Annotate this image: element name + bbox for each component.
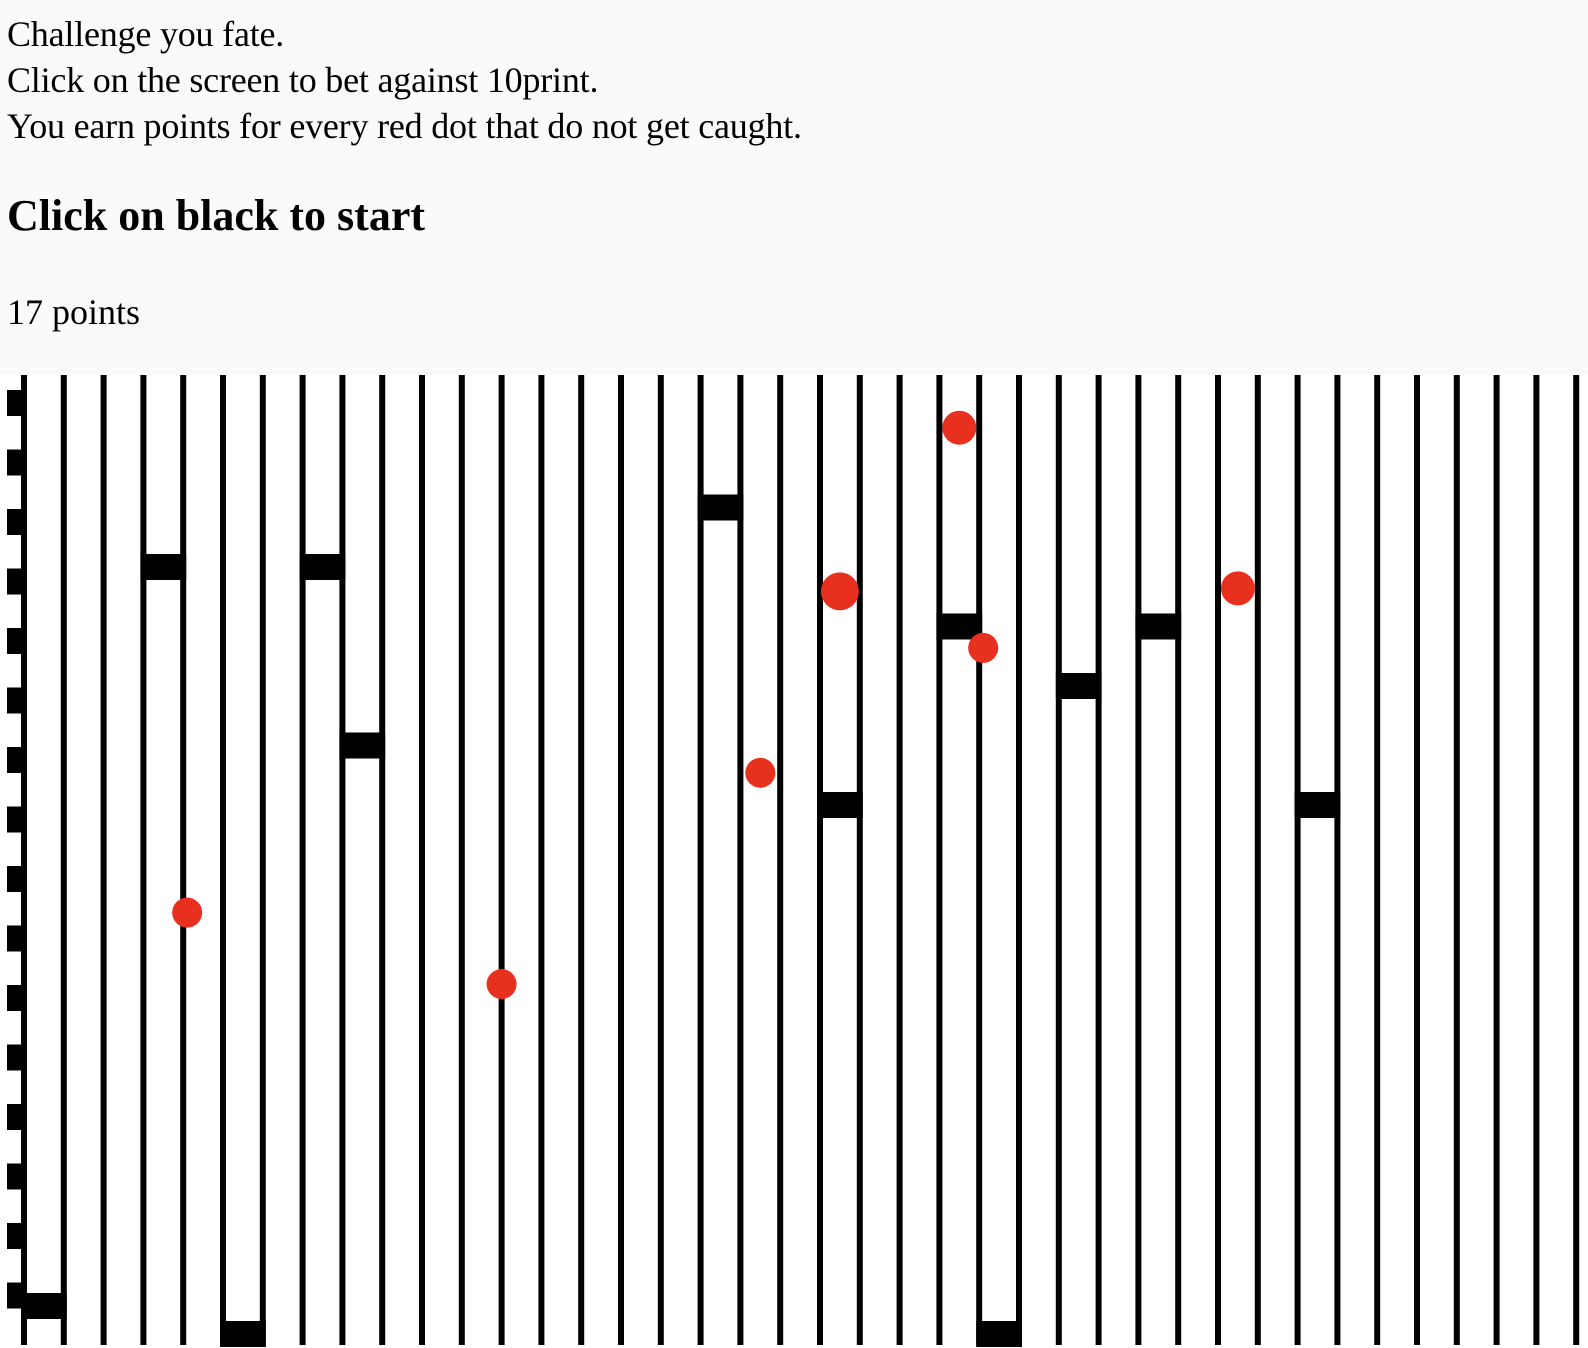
maze-bridge[interactable]	[220, 1321, 266, 1347]
maze-line[interactable]	[140, 375, 146, 1345]
maze-line[interactable]	[936, 375, 942, 1345]
maze-line[interactable]	[220, 375, 226, 1345]
red-dot[interactable]	[821, 572, 859, 610]
maze-edge-tick[interactable]	[7, 807, 23, 833]
maze-line[interactable]	[260, 375, 266, 1345]
maze-line[interactable]	[817, 375, 823, 1345]
maze-line[interactable]	[499, 375, 505, 1345]
maze-line[interactable]	[339, 375, 345, 1345]
maze-bridge[interactable]	[976, 1321, 1022, 1347]
maze-bridge[interactable]	[339, 733, 385, 759]
maze-edge-tick[interactable]	[7, 509, 23, 535]
game-board[interactable]	[0, 375, 1588, 1348]
maze-line[interactable]	[777, 375, 783, 1345]
maze-edge-tick[interactable]	[7, 450, 23, 476]
maze-edge-tick[interactable]	[7, 747, 23, 773]
instruction-line-2: Click on the screen to bet against 10print.	[7, 60, 599, 100]
maze-edge-tick[interactable]	[7, 569, 23, 595]
maze-edge-tick[interactable]	[7, 926, 23, 952]
maze-line[interactable]	[1454, 375, 1460, 1345]
maze-line[interactable]	[1494, 375, 1500, 1345]
maze-line[interactable]	[1295, 375, 1301, 1345]
maze-bridge[interactable]	[698, 495, 744, 521]
maze-line[interactable]	[1056, 375, 1062, 1345]
maze-line[interactable]	[1533, 375, 1539, 1345]
maze-line[interactable]	[300, 375, 306, 1345]
start-heading: Click on black to start	[7, 191, 425, 240]
maze-edge-tick[interactable]	[7, 1223, 23, 1249]
maze-bridge[interactable]	[1295, 792, 1341, 818]
maze-edge-tick[interactable]	[7, 628, 23, 654]
maze-edge-tick[interactable]	[7, 1283, 23, 1309]
maze-line[interactable]	[1175, 375, 1181, 1345]
maze-line[interactable]	[538, 375, 544, 1345]
maze-line[interactable]	[101, 375, 107, 1345]
maze-line[interactable]	[1334, 375, 1340, 1345]
maze-line[interactable]	[1374, 375, 1380, 1345]
instructions	[7, 11, 802, 149]
maze-line[interactable]	[180, 375, 186, 1345]
maze-edge-tick[interactable]	[7, 390, 23, 416]
maze-bridge[interactable]	[1056, 673, 1102, 699]
maze-line[interactable]	[1573, 375, 1579, 1345]
maze-line[interactable]	[1255, 375, 1261, 1345]
score-display: 17 points	[7, 292, 141, 332]
maze-edge-tick[interactable]	[7, 1104, 23, 1130]
instruction-line-1: Challenge you fate.	[7, 14, 285, 54]
maze-bridge[interactable]	[817, 792, 863, 818]
maze-line[interactable]	[1215, 375, 1221, 1345]
maze-line[interactable]	[459, 375, 465, 1345]
maze-canvas[interactable]	[0, 375, 1588, 1348]
instruction-line-3: You earn points for every red dot that do not get caught.	[7, 106, 802, 146]
maze-edge-tick[interactable]	[7, 866, 23, 892]
maze-line[interactable]	[1096, 375, 1102, 1345]
maze-edge-tick[interactable]	[7, 688, 23, 714]
maze-line[interactable]	[578, 375, 584, 1345]
maze-bridge[interactable]	[300, 554, 346, 580]
maze-edge-tick[interactable]	[7, 985, 23, 1011]
maze-line[interactable]	[61, 375, 67, 1345]
maze-line[interactable]	[1016, 375, 1022, 1345]
maze-line[interactable]	[857, 375, 863, 1345]
maze-line[interactable]	[1414, 375, 1420, 1345]
maze-line[interactable]	[379, 375, 385, 1345]
maze-edge-tick[interactable]	[7, 1164, 23, 1190]
maze-line[interactable]	[976, 375, 982, 1345]
maze-line[interactable]	[1135, 375, 1141, 1345]
maze-line[interactable]	[618, 375, 624, 1345]
maze-line[interactable]	[419, 375, 425, 1345]
maze-line[interactable]	[897, 375, 903, 1345]
maze-bridge[interactable]	[1135, 614, 1181, 640]
maze-edge-tick[interactable]	[7, 1045, 23, 1071]
maze-bridge[interactable]	[21, 1293, 67, 1319]
maze-bridge[interactable]	[140, 554, 186, 580]
maze-line[interactable]	[658, 375, 664, 1345]
